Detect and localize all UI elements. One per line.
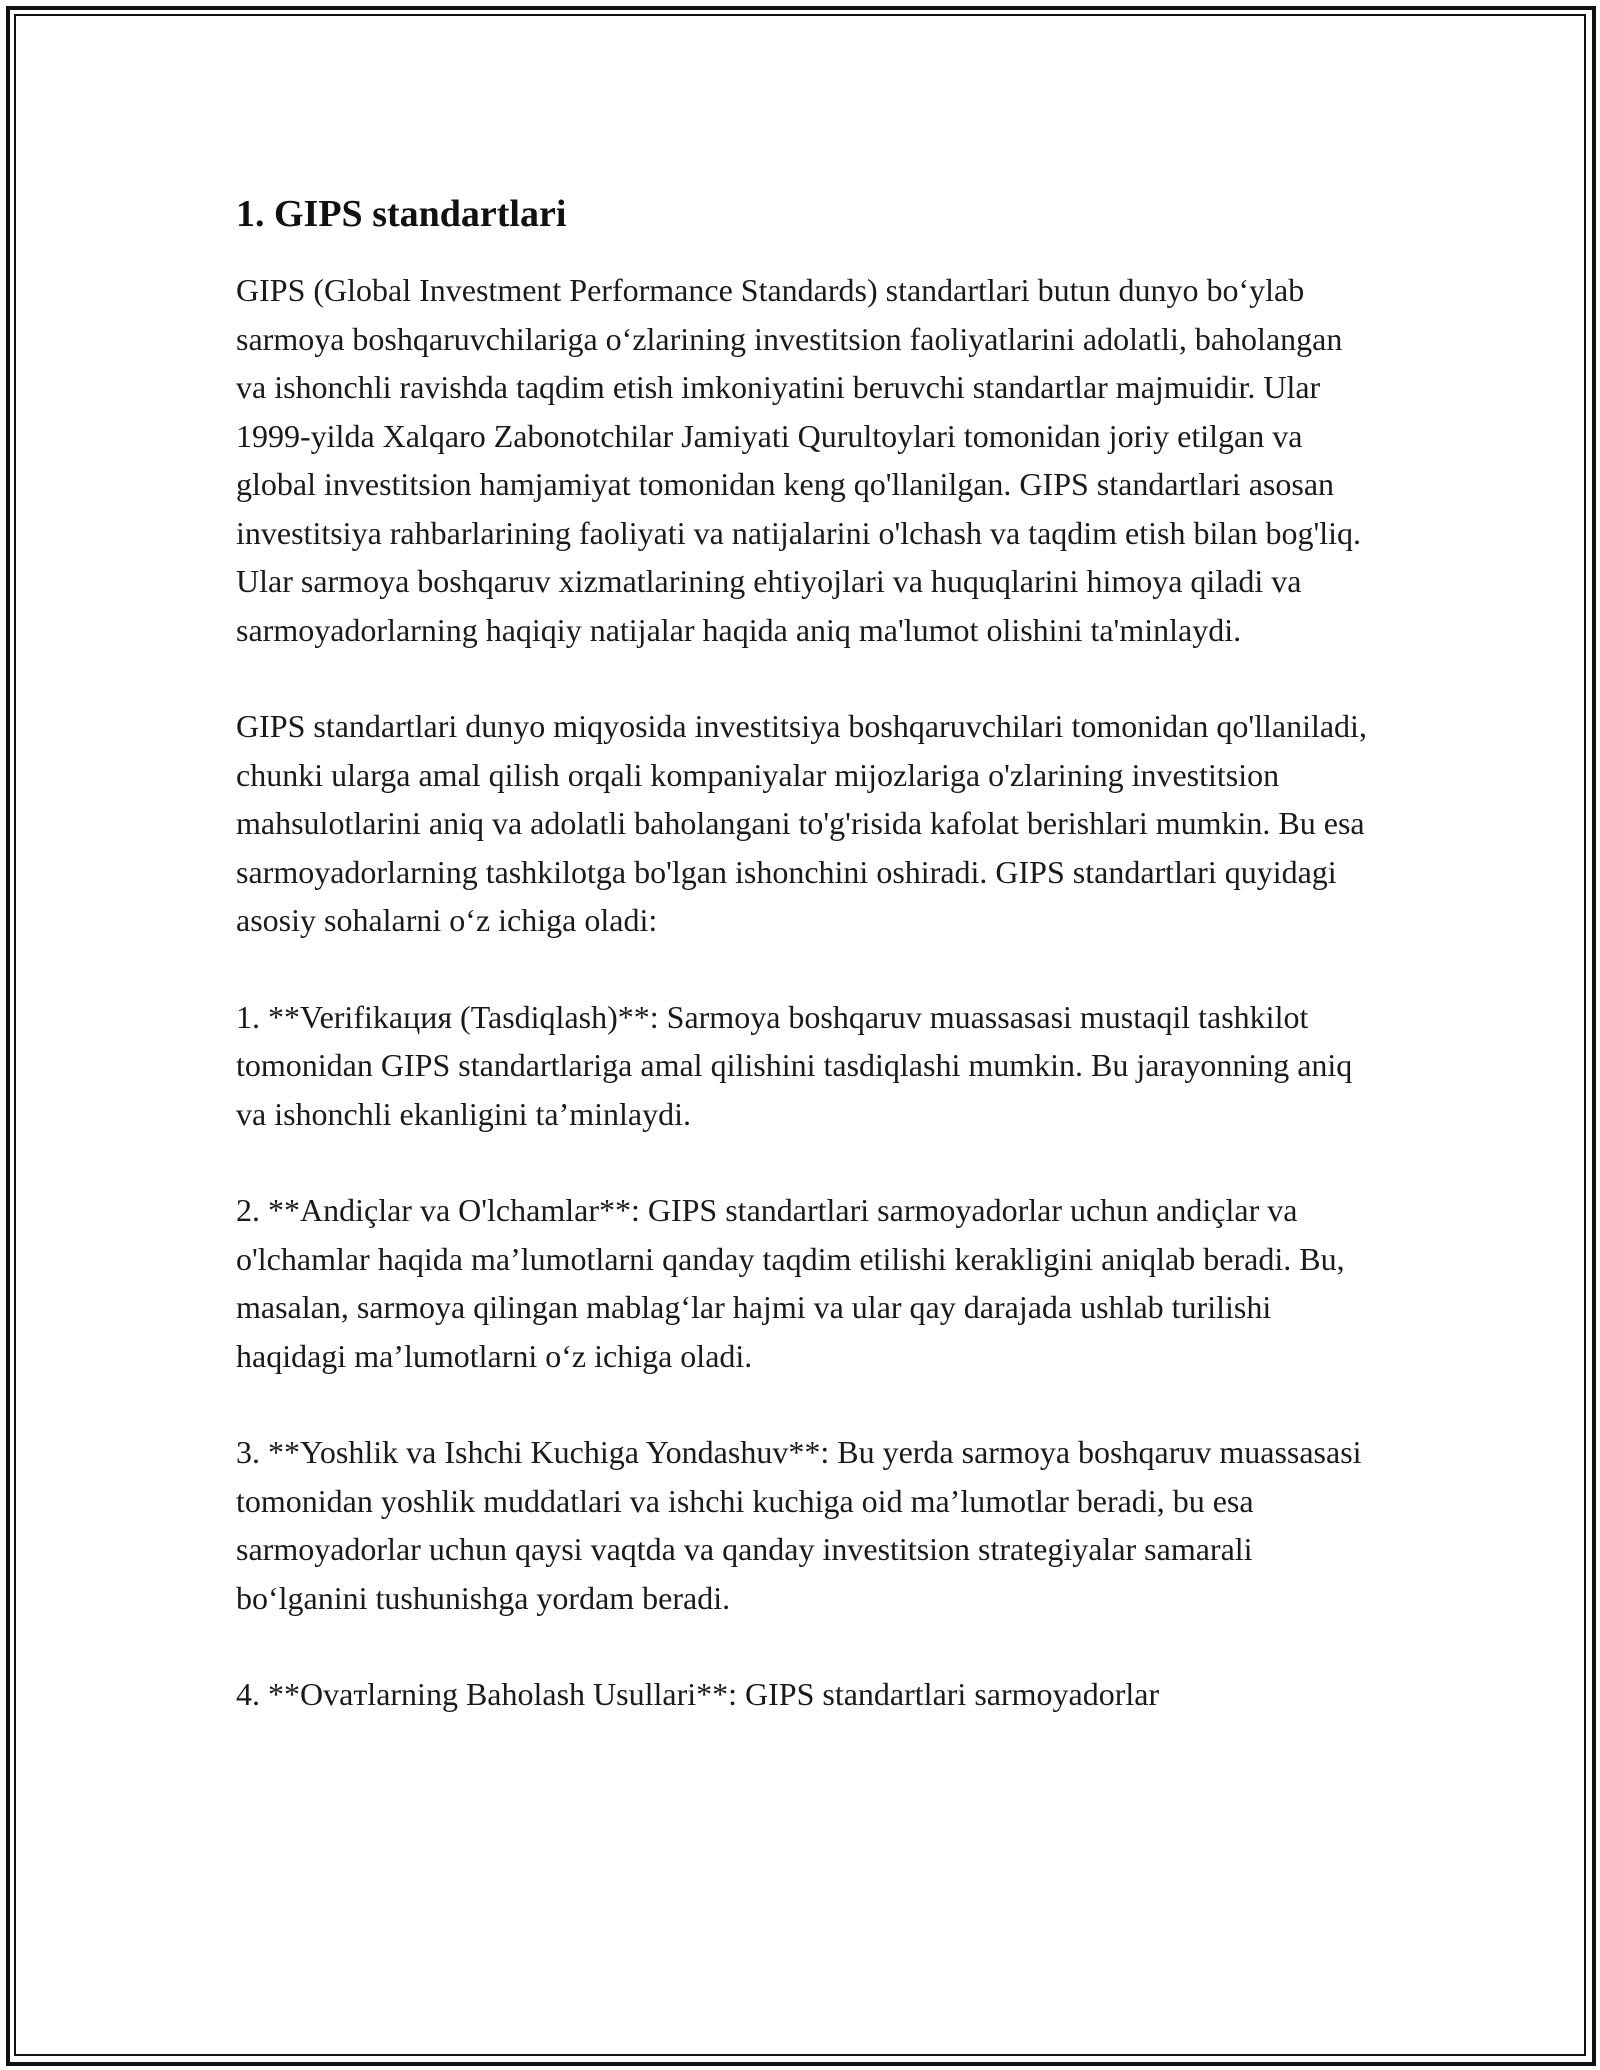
list-item-verification: 1. **Verifikация (Tasdiqlash)**: Sarmoya boshqaruv muassasasi mustaqil tashkilot tomonidan GIPS standartlariga amal qilishini tasdiqlashi mumkin. Bu jarayonning aniq va ishonchli ekanligini ta’minlaydi.: [236, 998, 1353, 1132]
document-body: [236, 188, 1376, 1767]
list-item-measures: 2. **Andiçlar va O'lchamlar**: GIPS standartlari sarmoyadorlar uchun andiçlar va o'lchamlar haqida ma’lumotlarni qanday taqdim etilishi kerakligini aniqlab beradi. Bu, masalan, sarmoya qilingan mablag‘lar hajmi va ular qay darajada ushlab turilishi haqidagi ma’lumotlarni o‘z ichiga oladi.: [236, 1192, 1345, 1374]
list-item-approach: 3. **Yoshlik va Ishchi Kuchiga Yondashuv**: Bu yerda sarmoya boshqaruv muassasasi tomonidan yoshlik muddatlari va ishchi kuchiga oid ma’lumotlar beradi, bu esa sarmoyadorlar uchun qaysi vaqtda va qanday investitsion strategiyalar samarali bo‘lganini tushunishga yordam beradi.: [236, 1434, 1362, 1616]
list-item-valuation: 4. **Ovaтlarning Baholash Usullari**: GIPS standartlari sarmoyadorlar: [236, 1676, 1160, 1712]
section-heading: 1. GIPS standartlari: [236, 193, 567, 235]
paragraph-usage: GIPS standartlari dunyo miqyosida investitsiya boshqaruvchilari tomonidan qo'llaniladi, chunki ularga amal qilish orqali kompaniyalar mijozlariga o'zlarining investitsion mahsulotlarini aniq va adolatli baholangani to'g'risida kafolat berishlari mumkin. Bu esa sarmoyadorlarning tashkilotga bo'lgan ishonchini oshiradi. GIPS standartlari quyidagi asosiy sohalarni o‘z ichiga oladi:: [236, 708, 1367, 938]
paragraph-intro: GIPS (Global Investment Performance Standards) standartlari butun dunyo bo‘ylab sarmoya boshqaruvchilariga o‘zlarining investitsion faoliyatlarini adolatli, baholangan va ishonchli ravishda taqdim etish imkoniyatini beruvchi standartlar majmuidir. Ular 1999-yilda Xalqaro Zabonotchilar Jamiyati Qurultoylari tomonidan joriy etilgan va global investitsion hamjamiyat tomonidan keng qo'llanilgan. GIPS standartlari asosan investitsiya rahbarlarining faoliyati va natijalarini o'lchash va taqdim etish bilan bog'liq. Ular sarmoya boshqaruv xizmatlarining ehtiyojlari va huquqlarini himoya qiladi va sarmoyadorlarning haqiqiy natijalar haqida aniq ma'lumot olishini ta'minlaydi.: [236, 272, 1362, 648]
